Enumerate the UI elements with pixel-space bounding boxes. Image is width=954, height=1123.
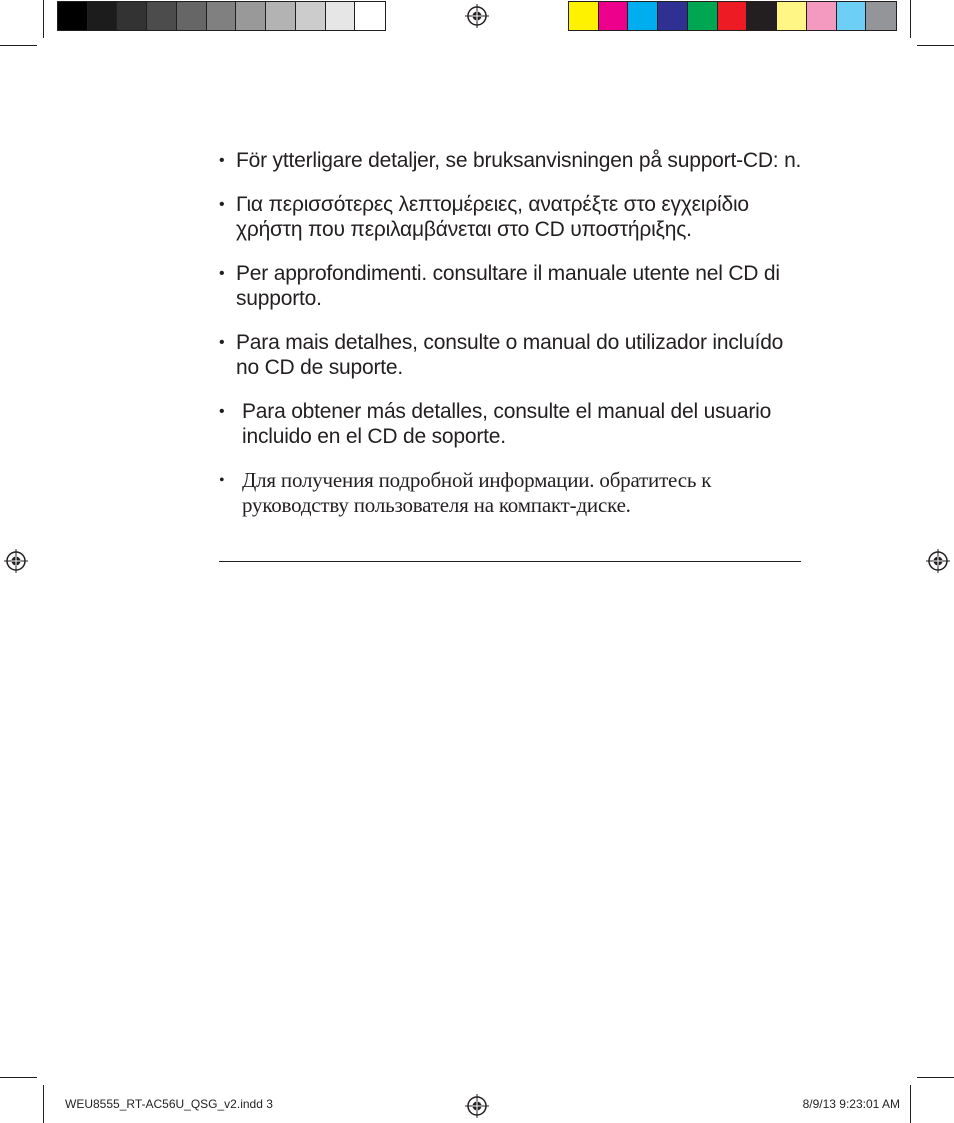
note-text-italian: Per approfondimenti. consultare il manuale utente nel CD di supporto.: [236, 262, 780, 310]
color-swatch: [718, 2, 748, 30]
color-swatch: [807, 2, 837, 30]
color-swatch: [569, 2, 599, 30]
color-swatch: [147, 2, 177, 30]
color-swatch: [177, 2, 207, 30]
bullet-icon: •: [219, 403, 225, 420]
registration-mark-icon: [4, 549, 28, 573]
support-cd-notes-list: [219, 148, 809, 537]
crop-mark: [43, 1085, 44, 1123]
bullet-icon: •: [219, 334, 225, 351]
grayscale-color-bar: [57, 1, 386, 31]
color-swatch: [88, 2, 118, 30]
crop-mark: [0, 45, 37, 46]
crop-mark: [910, 0, 911, 38]
crop-mark: [917, 1077, 954, 1078]
color-swatch: [296, 2, 326, 30]
color-swatch: [58, 2, 88, 30]
bullet-icon: •: [219, 265, 225, 282]
color-swatch: [355, 2, 385, 30]
crop-mark: [0, 1077, 37, 1078]
list-item: [219, 330, 809, 380]
color-swatch: [266, 2, 296, 30]
bullet-icon: •: [219, 152, 225, 169]
color-swatch: [688, 2, 718, 30]
color-swatch: [326, 2, 356, 30]
registration-mark-icon: [465, 4, 489, 28]
color-swatch: [628, 2, 658, 30]
note-text-portuguese: Para mais detalhes, consulte o manual do utilizador incluído no CD de suporte.: [236, 331, 784, 379]
list-item: [219, 192, 809, 242]
crop-mark: [917, 45, 954, 46]
color-swatch: [747, 2, 777, 30]
list-item: [219, 399, 809, 449]
process-color-bar: [568, 1, 897, 31]
crop-mark: [43, 0, 44, 38]
color-swatch: [599, 2, 629, 30]
color-swatch: [777, 2, 807, 30]
color-swatch: [207, 2, 237, 30]
registration-mark-icon: [926, 549, 950, 573]
note-text-spanish: Para obtener más detalles, consulte el manual del usuario incluido en el CD de soporte.: [242, 400, 772, 448]
color-swatch: [117, 2, 147, 30]
footer-filename: WEU8555_RT-AC56U_QSG_v2.indd 3: [65, 1097, 273, 1111]
bullet-icon: •: [219, 196, 225, 213]
bullet-icon: •: [219, 472, 225, 489]
list-item: [219, 468, 809, 518]
list-item: [219, 148, 809, 173]
section-divider: [219, 561, 801, 562]
color-swatch: [658, 2, 688, 30]
footer-timestamp: 8/9/13 9:23:01 AM: [802, 1097, 900, 1111]
note-text-greek: Για περισσότερες λεπτομέρειες, ανατρέξτε στο εγχειρίδιο χρήστη που περιλαμβάνεται στο CD υποστήριξης.: [236, 193, 749, 241]
registration-mark-icon: [465, 1094, 489, 1118]
crop-mark: [910, 1085, 911, 1123]
note-text-swedish: För ytterligare detaljer, se bruksanvisningen på support-CD: n.: [236, 149, 802, 172]
color-swatch: [236, 2, 266, 30]
list-item: [219, 261, 809, 311]
color-swatch: [866, 2, 896, 30]
color-swatch: [837, 2, 867, 30]
note-text-russian: Для получения подробной информации. обратитесь к руководству пользователя на компакт-диске.: [242, 468, 712, 517]
